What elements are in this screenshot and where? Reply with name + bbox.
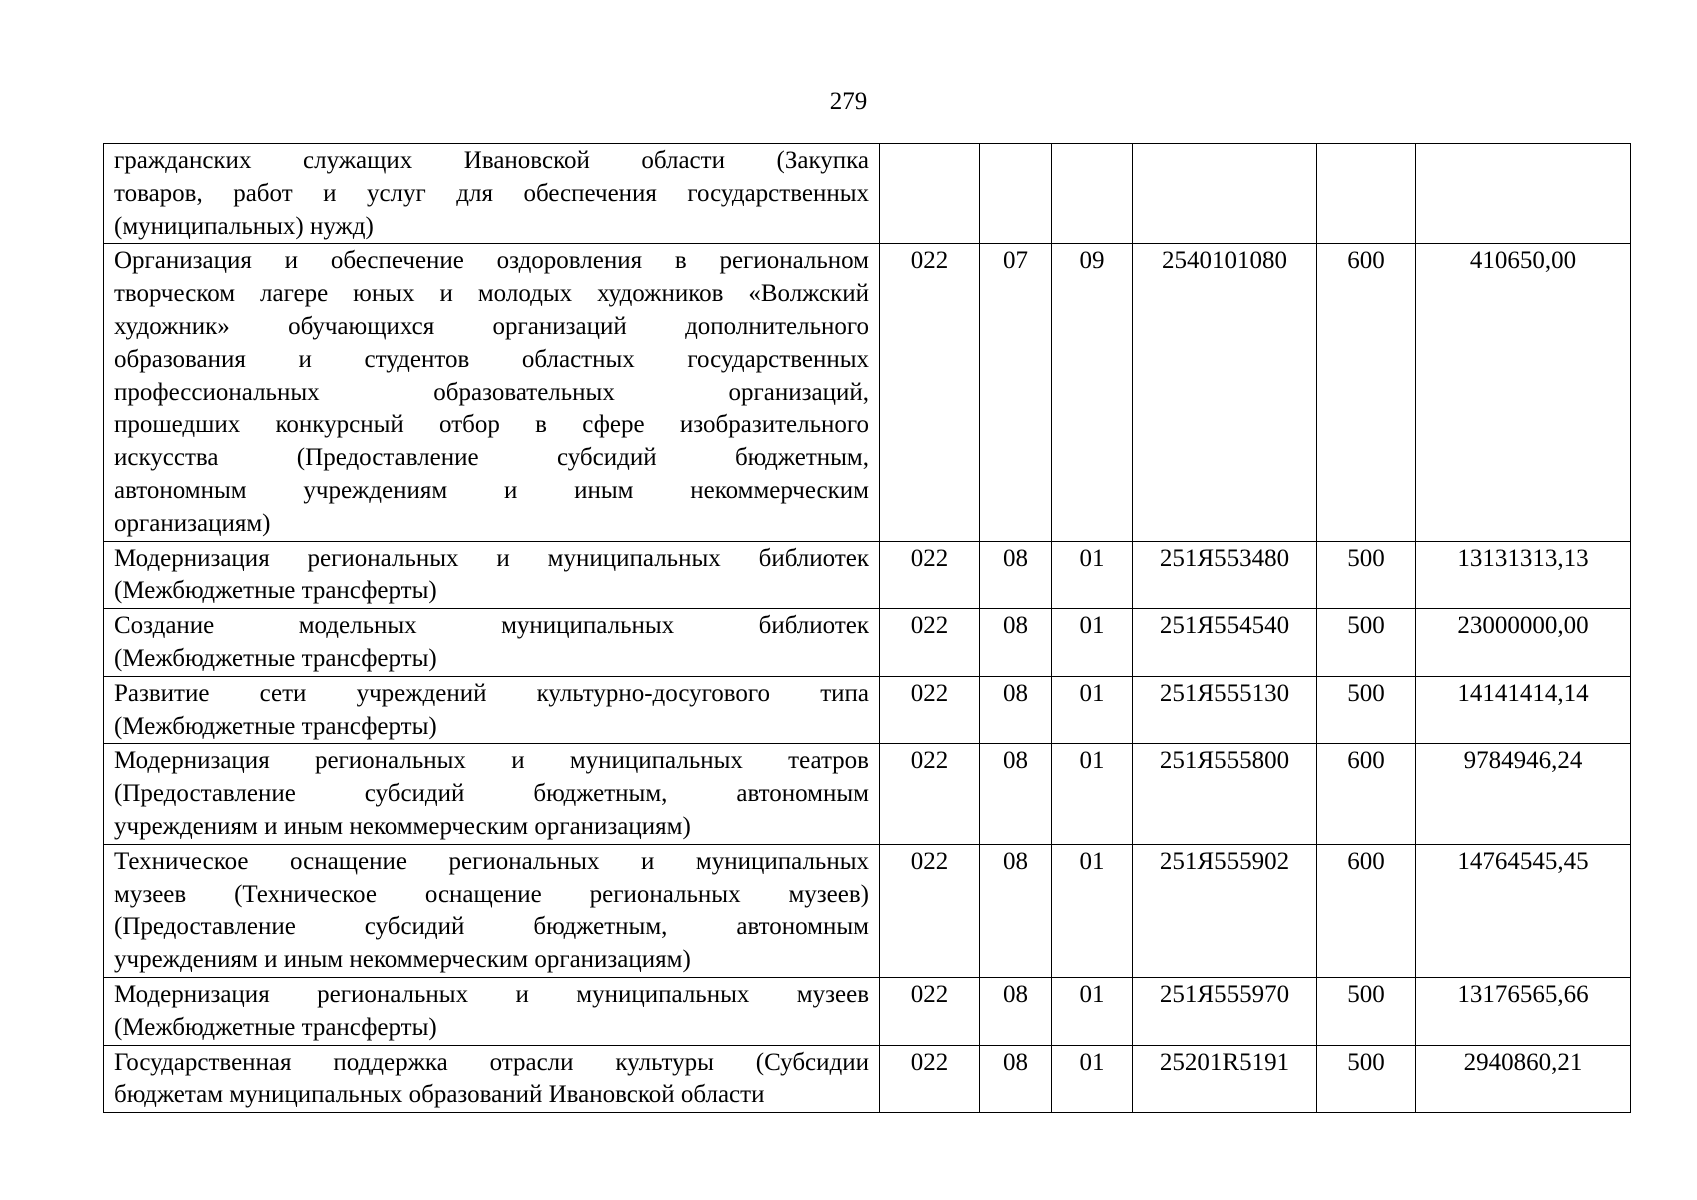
description-cell (104, 541, 880, 609)
section-code-cell: 08 (980, 1045, 1052, 1113)
expense-type-cell: 500 (1317, 1045, 1416, 1113)
description-line: (Межбюджетные трансферты) (114, 577, 437, 605)
description-line: товаров, работ и услуг для обеспечения государственных (114, 179, 869, 207)
budget-table (103, 143, 1631, 1113)
subsection-code-cell: 01 (1052, 676, 1133, 744)
description-line: Модернизация региональных и муниципальных театров (114, 747, 869, 775)
table-body (104, 144, 1631, 1113)
description-line: учреждениям и иным некоммерческим организациям) (114, 812, 691, 840)
chapter-code-cell: 022 (880, 676, 980, 744)
section-code-cell: 08 (980, 977, 1052, 1045)
description-line: прошедших конкурсный отбор в сфере изобразительного (114, 411, 869, 439)
description-cell (104, 977, 880, 1045)
expense-type-cell: 500 (1317, 676, 1416, 744)
chapter-code-cell: 022 (880, 244, 980, 541)
description-line: Модернизация региональных и муниципальных музеев (114, 980, 869, 1008)
description-line: Техническое оснащение региональных и муниципальных (114, 847, 869, 875)
chapter-code-cell: 022 (880, 1045, 980, 1113)
section-code-cell: 08 (980, 744, 1052, 844)
description-line: Организация и обеспечение оздоровления в региональном (114, 247, 869, 275)
subsection-code-cell: 01 (1052, 744, 1133, 844)
table-row (104, 844, 1631, 977)
description-line: (Межбюджетные трансферты) (114, 644, 437, 672)
target-article-cell: 251Я555130 (1133, 676, 1317, 744)
description-line: (муниципальных) нужд) (114, 212, 374, 240)
target-article-cell: 2540101080 (1133, 244, 1317, 541)
chapter-code-cell (880, 144, 980, 244)
description-line: творческом лагере юных и молодых художников «Волжский (114, 280, 869, 308)
section-code-cell: 08 (980, 609, 1052, 677)
description-line: бюджетам муниципальных образований Ивановской области (114, 1081, 765, 1109)
description-line: (Межбюджетные трансферты) (114, 1013, 437, 1041)
table-row (104, 541, 1631, 609)
amount-cell: 14764545,45 (1416, 844, 1631, 977)
description-line: музеев (Техническое оснащение региональных музеев) (114, 880, 869, 908)
description-line: образования и студентов областных государственных (114, 345, 869, 373)
expense-type-cell: 500 (1317, 977, 1416, 1045)
table-row (104, 1045, 1631, 1113)
subsection-code-cell: 01 (1052, 844, 1133, 977)
expense-type-cell: 600 (1317, 844, 1416, 977)
amount-cell: 2940860,21 (1416, 1045, 1631, 1113)
expense-type-cell: 500 (1317, 609, 1416, 677)
description-line: учреждениям и иным некоммерческим организациям) (114, 946, 691, 974)
chapter-code-cell: 022 (880, 744, 980, 844)
description-line: автономным учреждениям и иным некоммерческим (114, 476, 869, 504)
section-code-cell: 08 (980, 676, 1052, 744)
amount-cell: 9784946,24 (1416, 744, 1631, 844)
target-article-cell: 251Я555800 (1133, 744, 1317, 844)
description-cell (104, 609, 880, 677)
subsection-code-cell: 09 (1052, 244, 1133, 541)
subsection-code-cell: 01 (1052, 1045, 1133, 1113)
description-cell (104, 244, 880, 541)
description-line: гражданских служащих Ивановской области (Закупка (114, 147, 869, 174)
target-article-cell: 251Я553480 (1133, 541, 1317, 609)
description-line: (Предоставление субсидий бюджетным, автономным (114, 913, 869, 941)
chapter-code-cell: 022 (880, 844, 980, 977)
description-line: Развитие сети учреждений культурно-досугового типа (114, 679, 869, 707)
amount-cell: 23000000,00 (1416, 609, 1631, 677)
description-line: (Предоставление субсидий бюджетным, автономным (114, 780, 869, 808)
target-article-cell: 251Я554540 (1133, 609, 1317, 677)
table-row (104, 676, 1631, 744)
subsection-code-cell: 01 (1052, 977, 1133, 1045)
amount-cell (1416, 144, 1631, 244)
expense-type-cell: 600 (1317, 744, 1416, 844)
subsection-code-cell: 01 (1052, 609, 1133, 677)
amount-cell: 13176565,66 (1416, 977, 1631, 1045)
section-code-cell: 08 (980, 844, 1052, 977)
section-code-cell: 07 (980, 244, 1052, 541)
description-cell (104, 144, 880, 244)
expense-type-cell: 500 (1317, 541, 1416, 609)
description-line: искусства (Предоставление субсидий бюджетным, (114, 444, 869, 472)
target-article-cell: 251Я555902 (1133, 844, 1317, 977)
page-number: 279 (829, 88, 868, 115)
description-cell (104, 1045, 880, 1113)
section-code-cell (980, 144, 1052, 244)
target-article-cell: 251Я555970 (1133, 977, 1317, 1045)
amount-cell: 14141414,14 (1416, 676, 1631, 744)
amount-cell: 13131313,13 (1416, 541, 1631, 609)
description-line: художник» обучающихся организаций дополнительного (114, 312, 869, 340)
table-row (104, 144, 1631, 244)
table-row (104, 244, 1631, 541)
description-line: Государственная поддержка отрасли культуры (Субсидии (114, 1048, 869, 1076)
chapter-code-cell: 022 (880, 609, 980, 677)
amount-cell: 410650,00 (1416, 244, 1631, 541)
expense-type-cell: 600 (1317, 244, 1416, 541)
description-line: профессиональных образовательных организаций, (114, 378, 869, 406)
chapter-code-cell: 022 (880, 541, 980, 609)
table-row (104, 609, 1631, 677)
subsection-code-cell (1052, 144, 1133, 244)
expense-type-cell (1317, 144, 1416, 244)
table-row (104, 744, 1631, 844)
description-line: (Межбюджетные трансферты) (114, 712, 437, 740)
description-cell (104, 744, 880, 844)
description-cell (104, 844, 880, 977)
description-line: Модернизация региональных и муниципальных библиотек (114, 544, 869, 572)
target-article-cell (1133, 144, 1317, 244)
description-cell (104, 676, 880, 744)
table-row (104, 977, 1631, 1045)
target-article-cell: 25201R5191 (1133, 1045, 1317, 1113)
section-code-cell: 08 (980, 541, 1052, 609)
description-line: Создание модельных муниципальных библиотек (114, 612, 869, 640)
subsection-code-cell: 01 (1052, 541, 1133, 609)
description-line: организациям) (114, 509, 271, 537)
chapter-code-cell: 022 (880, 977, 980, 1045)
